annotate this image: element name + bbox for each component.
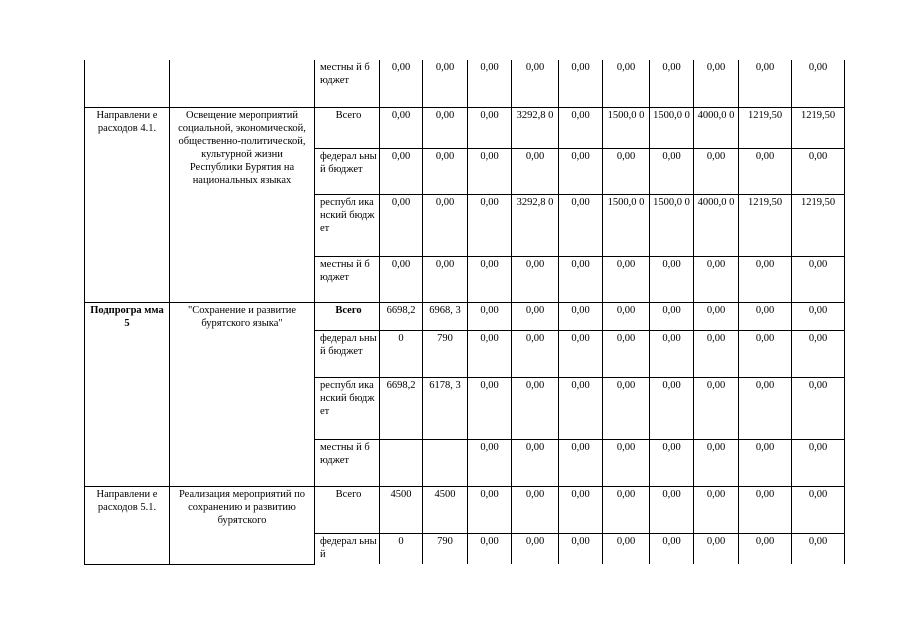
budget-source-label: местны й бюджет: [315, 256, 380, 302]
value-cell: 0,00: [380, 148, 423, 194]
section-cell: [85, 60, 170, 107]
value-cell: 0,00: [694, 302, 739, 330]
value-cell: 0,00: [512, 60, 559, 107]
value-cell: 0,00: [792, 486, 845, 533]
value-cell: 0,00: [603, 256, 650, 302]
value-cell: 0,00: [603, 60, 650, 107]
value-cell: 1219,50: [792, 194, 845, 256]
value-cell: 6698,2: [380, 377, 423, 439]
value-cell: 0,00: [603, 330, 650, 377]
value-cell: 0,00: [512, 330, 559, 377]
value-cell: 0,00: [559, 377, 603, 439]
value-cell: 0,00: [559, 486, 603, 533]
value-cell: 0,00: [739, 486, 792, 533]
table-row: [85, 302, 845, 330]
budget-source-label: Всего: [315, 486, 380, 533]
value-cell: 0,00: [739, 256, 792, 302]
value-cell: 0,00: [559, 330, 603, 377]
section-cell: Подпрогра мма 5: [85, 302, 170, 486]
value-cell: 0,00: [792, 330, 845, 377]
value-cell: 4500: [380, 486, 423, 533]
value-cell: 0,00: [792, 148, 845, 194]
value-cell: 0,00: [650, 439, 694, 486]
value-cell: 0,00: [739, 60, 792, 107]
value-cell: 0,00: [423, 148, 468, 194]
value-cell: 0,00: [512, 256, 559, 302]
value-cell: 0,00: [559, 439, 603, 486]
value-cell: 0,00: [512, 533, 559, 564]
value-cell: 0,00: [559, 148, 603, 194]
value-cell: 0,00: [468, 302, 512, 330]
table-row: [85, 60, 845, 107]
value-cell: 0,00: [468, 60, 512, 107]
value-cell: 790: [423, 330, 468, 377]
name-cell: [170, 60, 315, 107]
value-cell: 0,00: [694, 533, 739, 564]
value-cell: 0,00: [559, 533, 603, 564]
value-cell: 0,00: [694, 439, 739, 486]
value-cell: 0,00: [559, 194, 603, 256]
budget-source-label: местны й бюджет: [315, 60, 380, 107]
value-cell: 0,00: [512, 377, 559, 439]
value-cell: 0: [380, 533, 423, 564]
value-cell: 1500,0 0: [603, 107, 650, 148]
value-cell: 4000,0 0: [694, 107, 739, 148]
section-cell: Направлени е расходов 5.1.: [85, 486, 170, 564]
value-cell: 1500,0 0: [650, 194, 694, 256]
value-cell: 0,00: [512, 439, 559, 486]
value-cell: 0,00: [650, 330, 694, 377]
value-cell: 0,00: [694, 256, 739, 302]
value-cell: 0,00: [423, 256, 468, 302]
value-cell: 0,00: [468, 439, 512, 486]
value-cell: 0,00: [603, 486, 650, 533]
value-cell: 0,00: [468, 330, 512, 377]
value-cell: 1219,50: [792, 107, 845, 148]
value-cell: 0,00: [603, 439, 650, 486]
value-cell: 0,00: [792, 533, 845, 564]
value-cell: 0,00: [792, 60, 845, 107]
value-cell: 0,00: [512, 486, 559, 533]
value-cell: 0,00: [423, 60, 468, 107]
name-cell: Реализация мероприятий по сохранению и развитию бурятского: [170, 486, 315, 564]
budget-source-label: республ иканский бюджет: [315, 377, 380, 439]
value-cell: 0,00: [792, 302, 845, 330]
budget-source-label: республ иканский бюджет: [315, 194, 380, 256]
value-cell: 1219,50: [739, 194, 792, 256]
value-cell: 4500: [423, 486, 468, 533]
value-cell: 0,00: [559, 302, 603, 330]
value-cell: [380, 439, 423, 486]
value-cell: 0,00: [739, 148, 792, 194]
value-cell: 3292,8 0: [512, 194, 559, 256]
value-cell: 0,00: [792, 256, 845, 302]
value-cell: 0,00: [559, 256, 603, 302]
value-cell: 0,00: [468, 256, 512, 302]
value-cell: 0: [380, 330, 423, 377]
budget-source-label: местны й бюджет: [315, 439, 380, 486]
value-cell: 3292,8 0: [512, 107, 559, 148]
value-cell: 0,00: [468, 107, 512, 148]
value-cell: 0,00: [603, 148, 650, 194]
value-cell: 0,00: [694, 377, 739, 439]
value-cell: 4000,0 0: [694, 194, 739, 256]
value-cell: 0,00: [650, 533, 694, 564]
name-cell: Освещение мероприятий социальной, экономической, общественно-политической, культурной жизни Республики Бурятия на национальных языках: [170, 107, 315, 302]
value-cell: 0,00: [650, 60, 694, 107]
budget-source-label: федерал ьный: [315, 533, 380, 564]
value-cell: 0,00: [380, 256, 423, 302]
budget-source-label: Всего: [315, 302, 380, 330]
value-cell: 0,00: [650, 486, 694, 533]
value-cell: 0,00: [380, 60, 423, 107]
value-cell: 0,00: [559, 107, 603, 148]
value-cell: 0,00: [468, 533, 512, 564]
value-cell: 0,00: [694, 330, 739, 377]
value-cell: 0,00: [559, 60, 603, 107]
section-cell: Направлени е расходов 4.1.: [85, 107, 170, 302]
value-cell: 0,00: [380, 107, 423, 148]
value-cell: 0,00: [739, 377, 792, 439]
value-cell: 0,00: [423, 194, 468, 256]
value-cell: 0,00: [792, 439, 845, 486]
value-cell: 790: [423, 533, 468, 564]
value-cell: 0,00: [468, 377, 512, 439]
value-cell: 1500,0 0: [650, 107, 694, 148]
value-cell: 0,00: [694, 148, 739, 194]
value-cell: 0,00: [423, 107, 468, 148]
table-row: [85, 486, 845, 533]
value-cell: 0,00: [739, 439, 792, 486]
value-cell: 0,00: [694, 486, 739, 533]
value-cell: 0,00: [603, 302, 650, 330]
value-cell: 0,00: [468, 486, 512, 533]
budget-source-label: федерал ьный бюджет: [315, 148, 380, 194]
value-cell: 0,00: [603, 533, 650, 564]
name-cell: "Сохранение и развитие бурятского языка": [170, 302, 315, 486]
value-cell: 0,00: [512, 148, 559, 194]
value-cell: 0,00: [650, 377, 694, 439]
value-cell: 0,00: [650, 302, 694, 330]
budget-table: [84, 60, 845, 565]
value-cell: 6698,2: [380, 302, 423, 330]
value-cell: 0,00: [650, 256, 694, 302]
value-cell: 0,00: [468, 194, 512, 256]
value-cell: [423, 439, 468, 486]
value-cell: 0,00: [739, 330, 792, 377]
table-row: [85, 107, 845, 148]
value-cell: 0,00: [739, 302, 792, 330]
value-cell: 0,00: [739, 533, 792, 564]
budget-source-label: Всего: [315, 107, 380, 148]
value-cell: 0,00: [380, 194, 423, 256]
value-cell: 1219,50: [739, 107, 792, 148]
value-cell: 0,00: [650, 148, 694, 194]
value-cell: 0,00: [468, 148, 512, 194]
value-cell: 0,00: [694, 60, 739, 107]
value-cell: 0,00: [512, 302, 559, 330]
value-cell: 6178, 3: [423, 377, 468, 439]
value-cell: 1500,0 0: [603, 194, 650, 256]
value-cell: 0,00: [603, 377, 650, 439]
budget-source-label: федерал ьный бюджет: [315, 330, 380, 377]
value-cell: 6968, 3: [423, 302, 468, 330]
value-cell: 0,00: [792, 377, 845, 439]
